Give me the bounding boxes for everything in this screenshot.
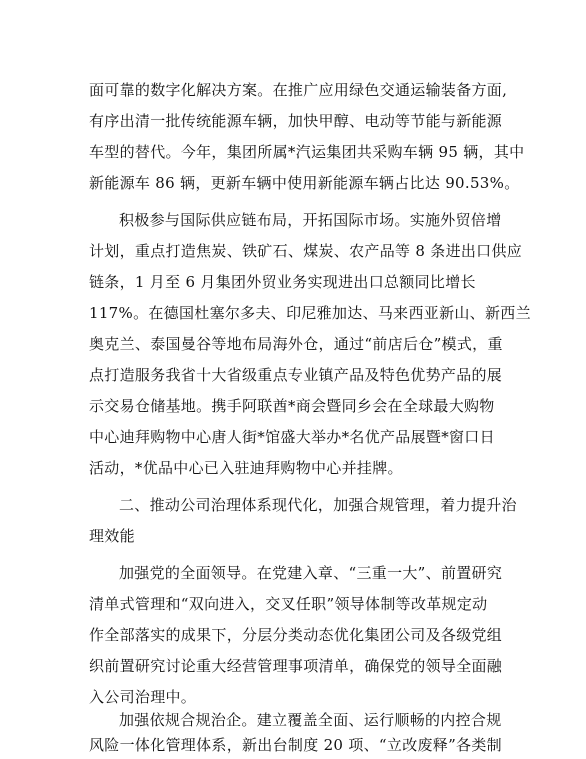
text-line: 新能源车 86 辆，更新车辆中使用新能源车辆占比达 90.53%。: [89, 174, 520, 192]
text-line: 链条，1 月至 6 月集团外贸业务实现进出口总额同比增长: [89, 273, 476, 291]
section-heading: 二、推动公司治理体系现代化，加强合规管理，着力提升治: [119, 496, 517, 514]
text-line: 示交易仓储基地。携手阿联酋*商会暨同乡会在全球最大购物: [89, 397, 495, 415]
text-line: 点打造服务我省十大省级重点专业镇产品及特色优势产品的展: [89, 366, 503, 384]
text-line: 清单式管理和“双向进入，交叉任职”领导体制等改革规定动: [89, 595, 488, 613]
section-heading-continued: 理效能: [89, 527, 135, 545]
text-line: 117%。在德国杜塞尔多夫、印尼雅加达、马来西亚新山、新西兰: [89, 304, 531, 322]
text-line: 有序出清一批传统能源车辆，加快甲醇、电动等节能与新能源: [89, 112, 503, 130]
text-line: 活动，*优品中心已入驻迪拜购物中心并挂牌。: [89, 459, 403, 477]
text-line: 织前置研究讨论重大经营管理事项清单，确保党的领导全面融: [89, 657, 503, 675]
text-line: 面可靠的数字化解决方案。在推广应用绿色交通运输装备方面,: [89, 81, 508, 99]
text-line: 风险一体化管理体系，新出台制度 20 项、“立改废释”各类制: [89, 736, 502, 754]
text-line: 奥克兰、泰国曼谷等地布局海外仓，通过“前店后仓”模式，重: [89, 335, 503, 353]
paragraph-first-line: 积极参与国际供应链布局，开拓国际市场。实施外贸倍增: [119, 211, 502, 229]
text-line: 中心迪拜购物中心唐人街*馆盛大举办*名优产品展暨*窗口日: [89, 428, 495, 446]
text-line: 作全部落实的成果下，分层分类动态优化集团公司及各级党组: [89, 626, 503, 644]
text-line: 入公司治理中。: [89, 688, 197, 706]
text-line: 计划，重点打造焦炭、铁矿石、煤炭、农产品等 8 条进出口供应: [89, 242, 523, 260]
text-line: 车型的替代。今年，集团所属*汽运集团共采购车辆 95 辆，其中: [89, 143, 525, 161]
paragraph-first-line: 加强依规合规治企。建立覆盖全面、运行顺畅的内控合规: [119, 711, 502, 729]
paragraph-first-line: 加强党的全面领导。在党建入章、“三重一大”、前置研究: [119, 564, 503, 582]
